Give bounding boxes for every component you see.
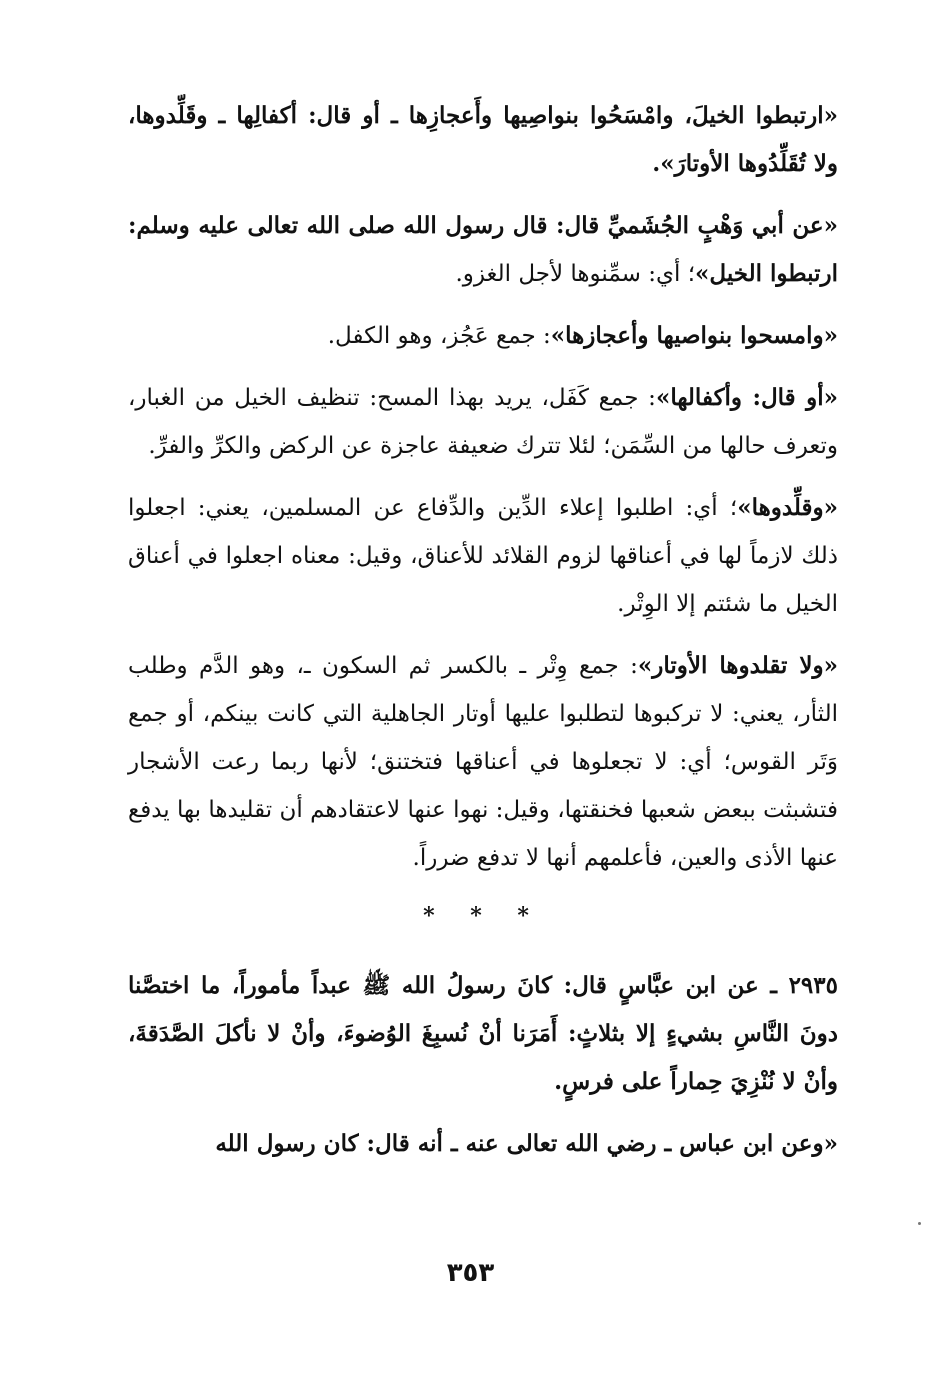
margin-dot — [918, 1222, 921, 1225]
page-number: ٣٥٣ — [446, 1258, 495, 1288]
hadith-2935: ٢٩٣٥ ـ عن ابن عبَّاسٍ قال: كانَ رسولُ الله ﷺ عبداً مأموراً، ما اختصَّنا دونَ النَّاسِ بشيءٍ إلا بثلاثٍ: أَمَرَنا أنْ نُسبِغَ الوُضوءَ، وأنْ لا نأكلَ الصَّدَقةَ، وأنْ لا نُنْزِيَ حِماراً على فرسٍ. — [128, 972, 838, 1095]
quote-text: «وامسحوا بنواصيها وأعجازها» — [550, 322, 838, 349]
quote-text: «ارتبطوا الخيلَ، وامْسَحُوا بنواصِيها وأَعجازِها ـ أو قال: أكفالِها ـ وقَلِّدوها، ولا تُقَلِّدُوها الأوتارَ». — [128, 102, 838, 177]
paragraph-1 — [128, 92, 838, 188]
quote-text: «ولا تقلدوها الأوتار» — [637, 652, 838, 679]
quote-text: «أو قال: وأكفالها» — [655, 384, 838, 411]
commentary-text: ؛ أي: سمِّنوها لأجل الغزو. — [455, 261, 696, 287]
commentary-text: : جمع وِتْر ـ بالكسر ثم السكون ـ، وهو الدَّم وطلب الثأر، يعني: لا تركبوها لتطلبوا عليها أوتار الجاهلية التي كانت بينكم، أو جمع وَتَر القوس؛ أي: لا تجعلوها في أعناقها فتختنق؛ لأنها ربما رعت الأشجار فتشبثت ببعض شعبها فخنقتها، وقيل: نهوا عنها لاعتقادهم أن تقليدها بها يدفع عنها الأذى والعين، فأعلمهم أنها لا تدفع ضرراً. — [128, 653, 838, 871]
commentary-text: ؛ أي: اطلبوا إعلاء الدِّين والدِّفاع عن المسلمين، يعني: اجعلوا ذلك لازماً لها في أعناقها لزوم القلائد للأعناق، وقيل: معناه اجعلوا في أعناق الخيل ما شئتم إلا الوِتْر. — [128, 495, 838, 617]
quote-text: «وعن ابن عباس ـ رضي الله تعالى عنه ـ أنه قال: كان رسول الله — [215, 1130, 838, 1157]
commentary-text: : جمع كَفَل، يريد بهذا المسح: تنظيف الخيل من الغبار، وتعرف حالها من السِّمَن؛ لئلا تترك ضعيفة عاجزة عن الركض والكرِّ والفرِّ. — [128, 385, 838, 459]
paragraph-3 — [128, 312, 838, 360]
paragraph-last — [128, 1120, 838, 1168]
paragraph-6 — [128, 642, 838, 882]
paragraph-2 — [128, 202, 838, 298]
quote-text: «وقلِّدوها» — [737, 494, 838, 521]
paragraph-5 — [128, 484, 838, 628]
paragraph-4 — [128, 374, 838, 470]
quote-text: «عن أبي وَهْبٍ الجُشَميِّ قال: قال رسول الله صلى الله تعالى عليه وسلم: ارتبطوا الخيل» — [128, 212, 838, 287]
commentary-text: : جمع عَجُز، وهو الكفل. — [327, 323, 551, 349]
section-separator: * * * — [423, 903, 543, 929]
page-body — [128, 92, 838, 1182]
